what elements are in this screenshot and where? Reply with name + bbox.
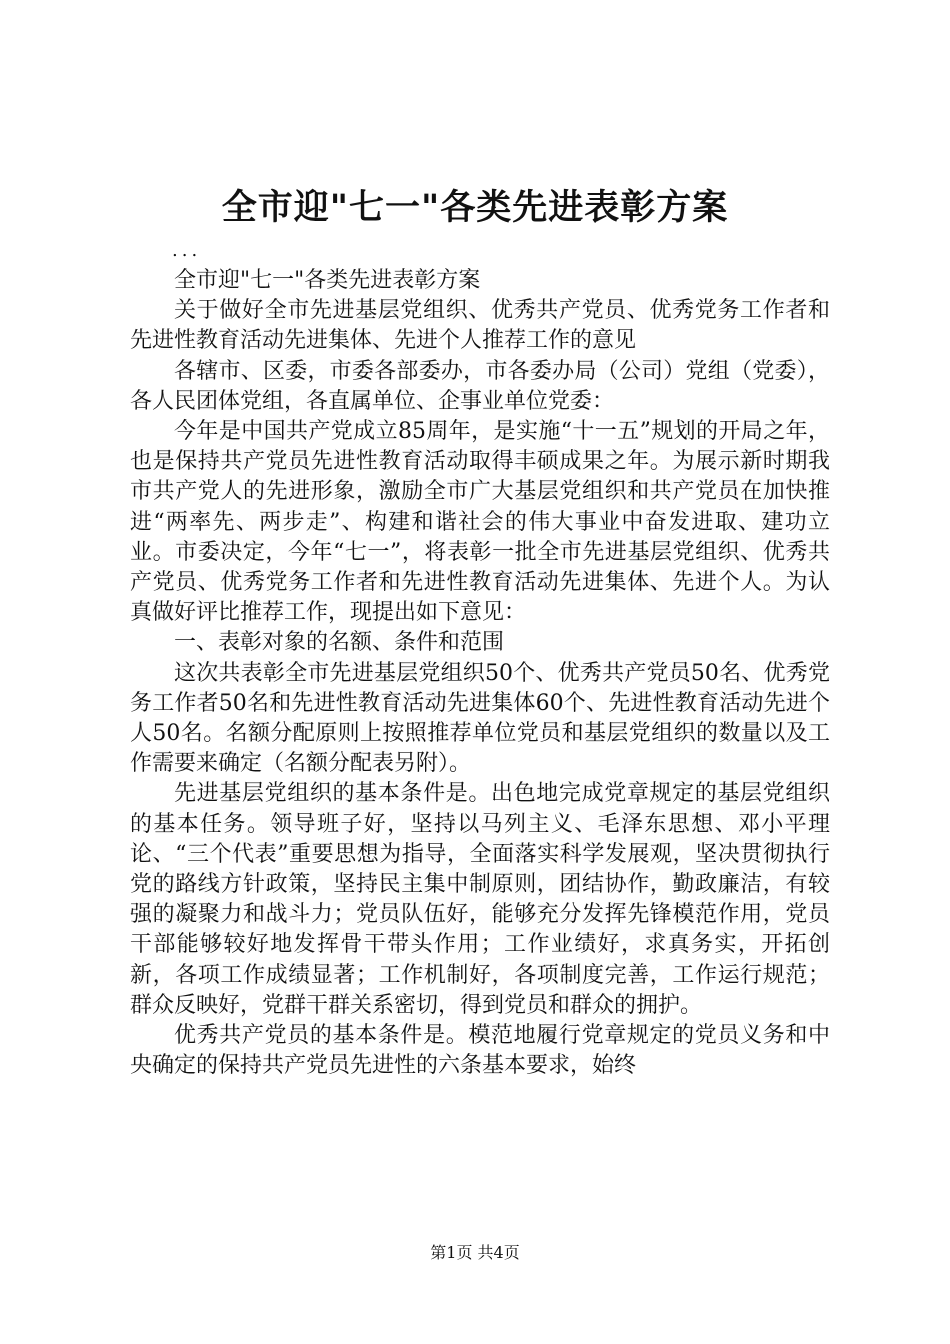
advanced-org-criteria-paragraph: 先进基层党组织的基本条件是。出色地完成党章规定的基层党组织的基本任务。领导班子好，坚持以马列主义、毛泽东思想、邓小平理论、“三个代表”重要思想为指导，全面落实科学发展观，坚决贯彻执行党的路线方针政策，坚持民主集中制原则，团结协作，勤政廉洁，有较强的凝聚力和战斗力；党员队伍好，能够充分发挥先锋模范作用，党员干部能够较好地发挥骨干带头作用；工作业绩好，求真务实，开拓创新，各项工作成绩显著；工作机制好，各项制度完善，工作运行规范；群众反映好，党群干群关系密切，得到党员和群众的拥护。 — [130, 781, 830, 1018]
intro-paragraph: 今年是中国共产党成立85周年，是实施“十一五”规划的开局之年，也是保持共产党员先进性教育活动取得丰硕成果之年。为展示新时期我市共产党人的先进形象，激励全市广大基层党组织和共产党员在加快推进“两率先、两步走”、构建和谐社会的伟大事业中奋发进取、建功立业。市委决定，今年“七一”，将表彰一批全市先进基层党组织、优秀共产党员、优秀党务工作者和先进性教育活动先进集体、先进个人。为认真做好评比推荐工作，现提出如下意见： — [130, 419, 830, 626]
subtitle-paragraph: 全市迎"七一"各类先进表彰方案 — [174, 268, 481, 293]
opinion-heading-paragraph: 关于做好全市先进基层党组织、优秀共产党员、优秀党务工作者和先进性教育活动先进集体、先进个人推荐工作的意见 — [130, 298, 830, 354]
document-title: 全市迎"七一"各类先进表彰方案 — [221, 188, 729, 228]
excellent-member-criteria-paragraph: 优秀共产党员的基本条件是。模范地履行党章规定的党员义务和中央确定的保持共产党员先进性的六条基本要求，始终 — [130, 1023, 830, 1079]
section-heading: 一、表彰对象的名额、条件和范围 — [174, 630, 505, 656]
addressee-paragraph: 各辖市、区委，市委各部委办，市各委办局（公司）党组（党委），各人民团体党组，各直属单位、企事业单位党委： — [130, 358, 830, 414]
page-footer: 第1页 共4页 — [430, 1243, 520, 1262]
ellipsis-marker: ... — [172, 240, 202, 261]
document-body — [130, 266, 830, 1081]
quota-paragraph: 这次共表彰全市先进基层党组织50个、优秀共产党员50名、优秀党务工作者50名和先进性教育活动先进集体60个、先进性教育活动先进个人50名。名额分配原则上按照推荐单位党员和基层党组织的数量以及工作需要来确定（名额分配表另附）。 — [130, 660, 830, 777]
